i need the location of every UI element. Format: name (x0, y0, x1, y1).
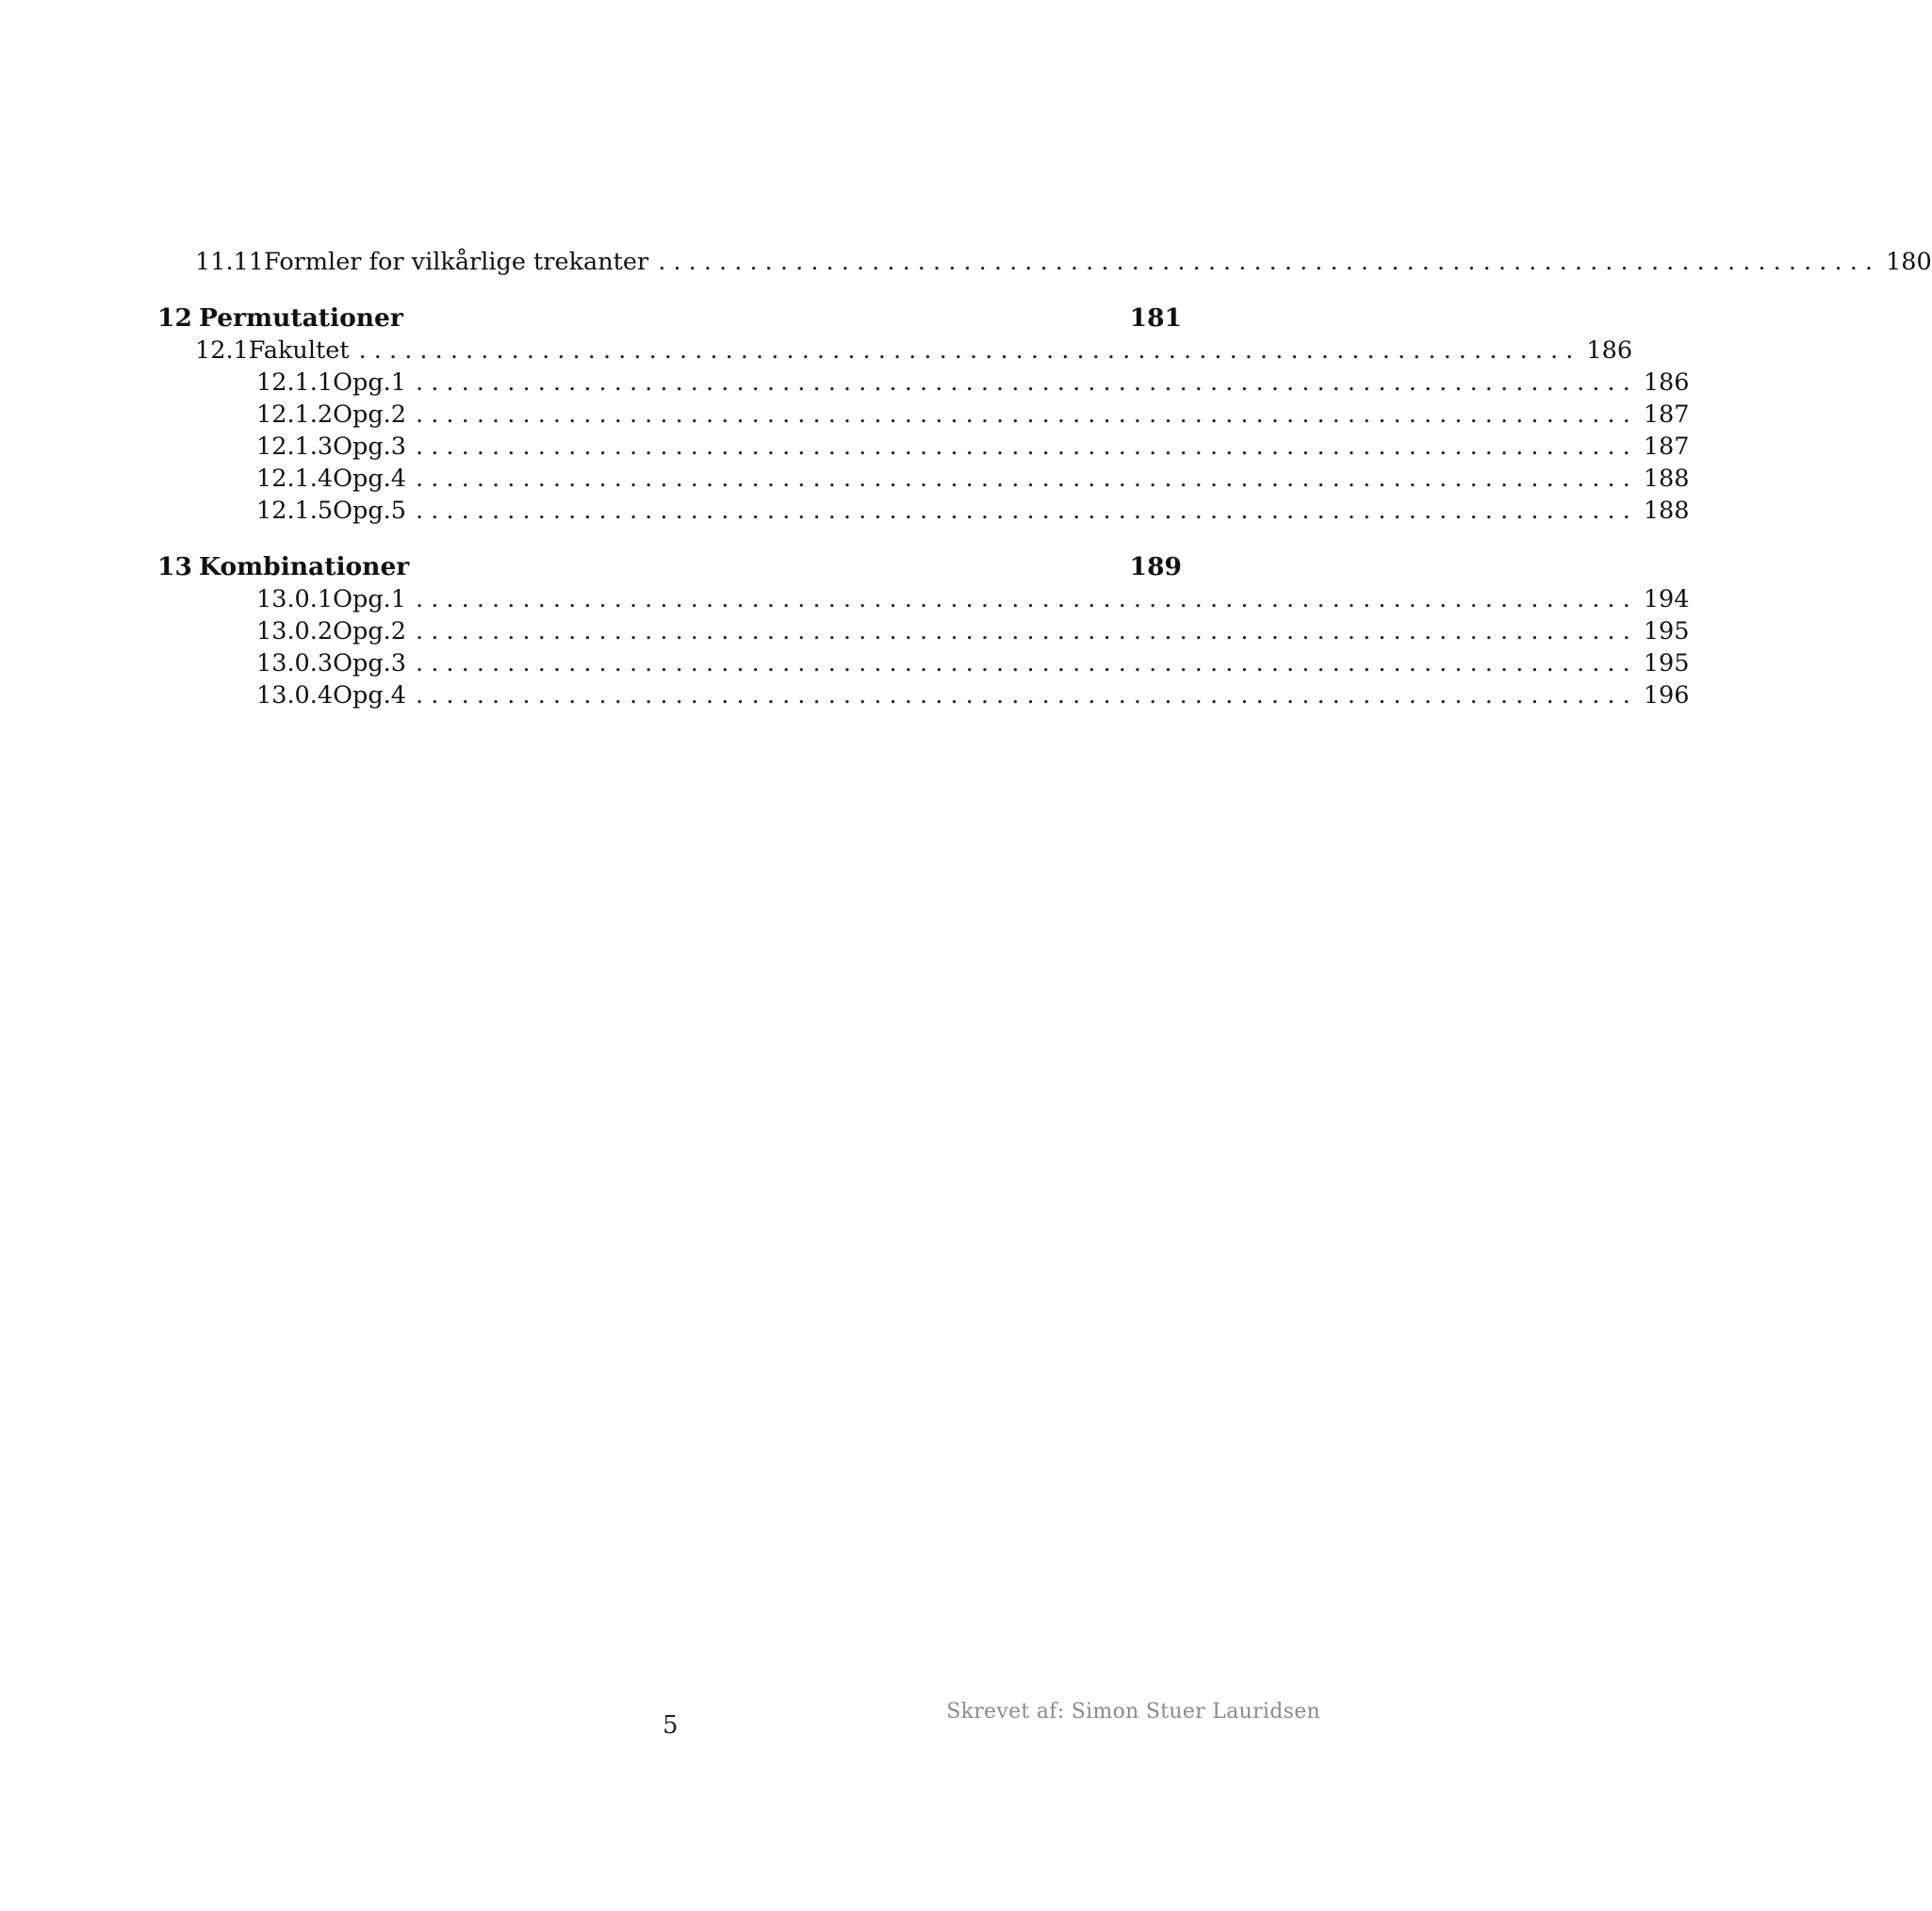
toc-leader-dots: . . . . . . . . . . . . . . . . . . . . . . . . . . . . . . . . . . . . . . . . . . . . . . . . . . . . . . . . . . . . . . . . . . . . . . . . . . . . . . . . (416, 497, 1630, 525)
toc-entry[interactable] (256, 399, 1690, 431)
toc-entry-title: Opg.2 (333, 400, 406, 429)
toc-entry-title: Opg.1 (333, 368, 406, 397)
toc-entry-number: 12.1.1 (256, 368, 334, 397)
toc-leader-dots: . . . . . . . . . . . . . . . . . . . . . . . . . . . . . . . . . . . . . . . . . . . . . . . . . . . . . . . . . . . . . . . . . . . . . . . . . . . . . . . . (416, 368, 1630, 397)
footer-author: Skrevet af: Simon Stuer Lauridsen (946, 1700, 1320, 1723)
footer-page-number: 5 (663, 1711, 679, 1740)
toc-entry-title: Opg.3 (333, 649, 406, 678)
toc-chapter-title: Permutationer (199, 303, 403, 333)
toc-entry-number: 12.1.5 (256, 497, 334, 525)
toc-leader-dots: . . . . . . . . . . . . . . . . . . . . . . . . . . . . . . . . . . . . . . . . . . . . . . . . . . . . . . . . . . . . . . . . . . . . . . . . . . . . . . . . (658, 248, 1874, 276)
toc-leader-dots: . . . . . . . . . . . . . . . . . . . . . . . . . . . . . . . . . . . . . . . . . . . . . . . . . . . . . . . . . . . . . . . . . . . . . . . . . . . . . . . . (358, 336, 1574, 365)
toc-entry[interactable] (256, 495, 1690, 527)
toc-entry-title: Opg.3 (333, 433, 406, 461)
toc-entry-page: 196 (1643, 681, 1690, 710)
toc-entry-number: 13.0.4 (256, 681, 334, 710)
toc-entry-title: Opg.2 (333, 617, 406, 645)
toc-entry-title: Opg.5 (333, 497, 406, 525)
toc-chapter-page: 181 (1129, 303, 1182, 333)
toc-chapter-number: 13 (157, 552, 192, 581)
toc-entry-page: 186 (1586, 336, 1633, 365)
toc-entry-page: 186 (1643, 368, 1690, 397)
toc-chapter-entry[interactable] (157, 302, 1182, 335)
toc-leader-dots: . . . . . . . . . . . . . . . . . . . . . . . . . . . . . . . . . . . . . . . . . . . . . . . . . . . . . . . . . . . . . . . . . . . . . . . . . . . . . . . . (416, 617, 1630, 645)
toc-entry-page: 188 (1643, 465, 1690, 493)
toc-entry-number: 13.0.3 (256, 649, 334, 678)
toc-entry[interactable] (256, 463, 1690, 495)
toc-entry-title: Opg.4 (333, 681, 406, 710)
toc-entry[interactable] (256, 647, 1690, 679)
toc-entry[interactable] (256, 583, 1690, 615)
toc-entry-page: 194 (1643, 585, 1690, 613)
toc-entry-number: 11.11 (195, 248, 265, 276)
toc-entry-number: 12.1.2 (256, 400, 334, 429)
toc-entry[interactable] (256, 679, 1690, 711)
toc-leader-dots: . . . . . . . . . . . . . . . . . . . . . . . . . . . . . . . . . . . . . . . . . . . . . . . . . . . . . . . . . . . . . . . . . . . . . . . . . . . . . . . . (416, 649, 1630, 678)
toc-entry-page: 187 (1643, 433, 1690, 461)
toc-chapter-page: 189 (1129, 552, 1182, 581)
toc-entry-title: Opg.4 (333, 465, 406, 493)
toc-entry-page: 195 (1643, 649, 1690, 678)
toc-entry-number: 12.1.4 (256, 465, 334, 493)
toc-entry-number: 12.1.3 (256, 433, 334, 461)
toc-leader-dots: . . . . . . . . . . . . . . . . . . . . . . . . . . . . . . . . . . . . . . . . . . . . . . . . . . . . . . . . . . . . . . . . . . . . . . . . . . . . . . . . (416, 465, 1630, 493)
toc-entry-page: 187 (1643, 400, 1690, 429)
toc-leader-dots: . . . . . . . . . . . . . . . . . . . . . . . . . . . . . . . . . . . . . . . . . . . . . . . . . . . . . . . . . . . . . . . . . . . . . . . . . . . . . . . . (416, 585, 1630, 613)
toc-chapter-title: Kombinationer (199, 552, 410, 581)
toc-chapter-number: 12 (157, 303, 192, 333)
toc-entry[interactable] (195, 335, 1633, 367)
toc-entry[interactable] (256, 367, 1690, 399)
toc-entry[interactable] (256, 431, 1690, 463)
toc-entry-number: 13.0.1 (256, 585, 334, 613)
toc-chapter-entry[interactable] (157, 551, 1182, 583)
toc-leader-dots: . . . . . . . . . . . . . . . . . . . . . . . . . . . . . . . . . . . . . . . . . . . . . . . . . . . . . . . . . . . . . . . . . . . . . . . . . . . . . . . . (416, 433, 1630, 461)
toc-entry-title: Opg.1 (333, 585, 406, 613)
toc-entry-page: 195 (1643, 617, 1690, 645)
toc-entry-page: 188 (1643, 497, 1690, 525)
toc-entry[interactable] (256, 615, 1690, 647)
toc-entry-number: 12.1 (195, 336, 249, 365)
toc-entry-title: Formler for vilkårlige trekanter (264, 248, 649, 276)
toc-entry-page: 180 (1886, 248, 1932, 276)
toc-entry-number: 13.0.2 (256, 617, 334, 645)
toc-leader-dots: . . . . . . . . . . . . . . . . . . . . . . . . . . . . . . . . . . . . . . . . . . . . . . . . . . . . . . . . . . . . . . . . . . . . . . . . . . . . . . . . (416, 681, 1630, 710)
toc-entry-title: Fakultet (248, 336, 350, 365)
toc-entry[interactable] (195, 246, 1932, 278)
toc-leader-dots: . . . . . . . . . . . . . . . . . . . . . . . . . . . . . . . . . . . . . . . . . . . . . . . . . . . . . . . . . . . . . . . . . . . . . . . . . . . . . . . . (416, 400, 1630, 429)
